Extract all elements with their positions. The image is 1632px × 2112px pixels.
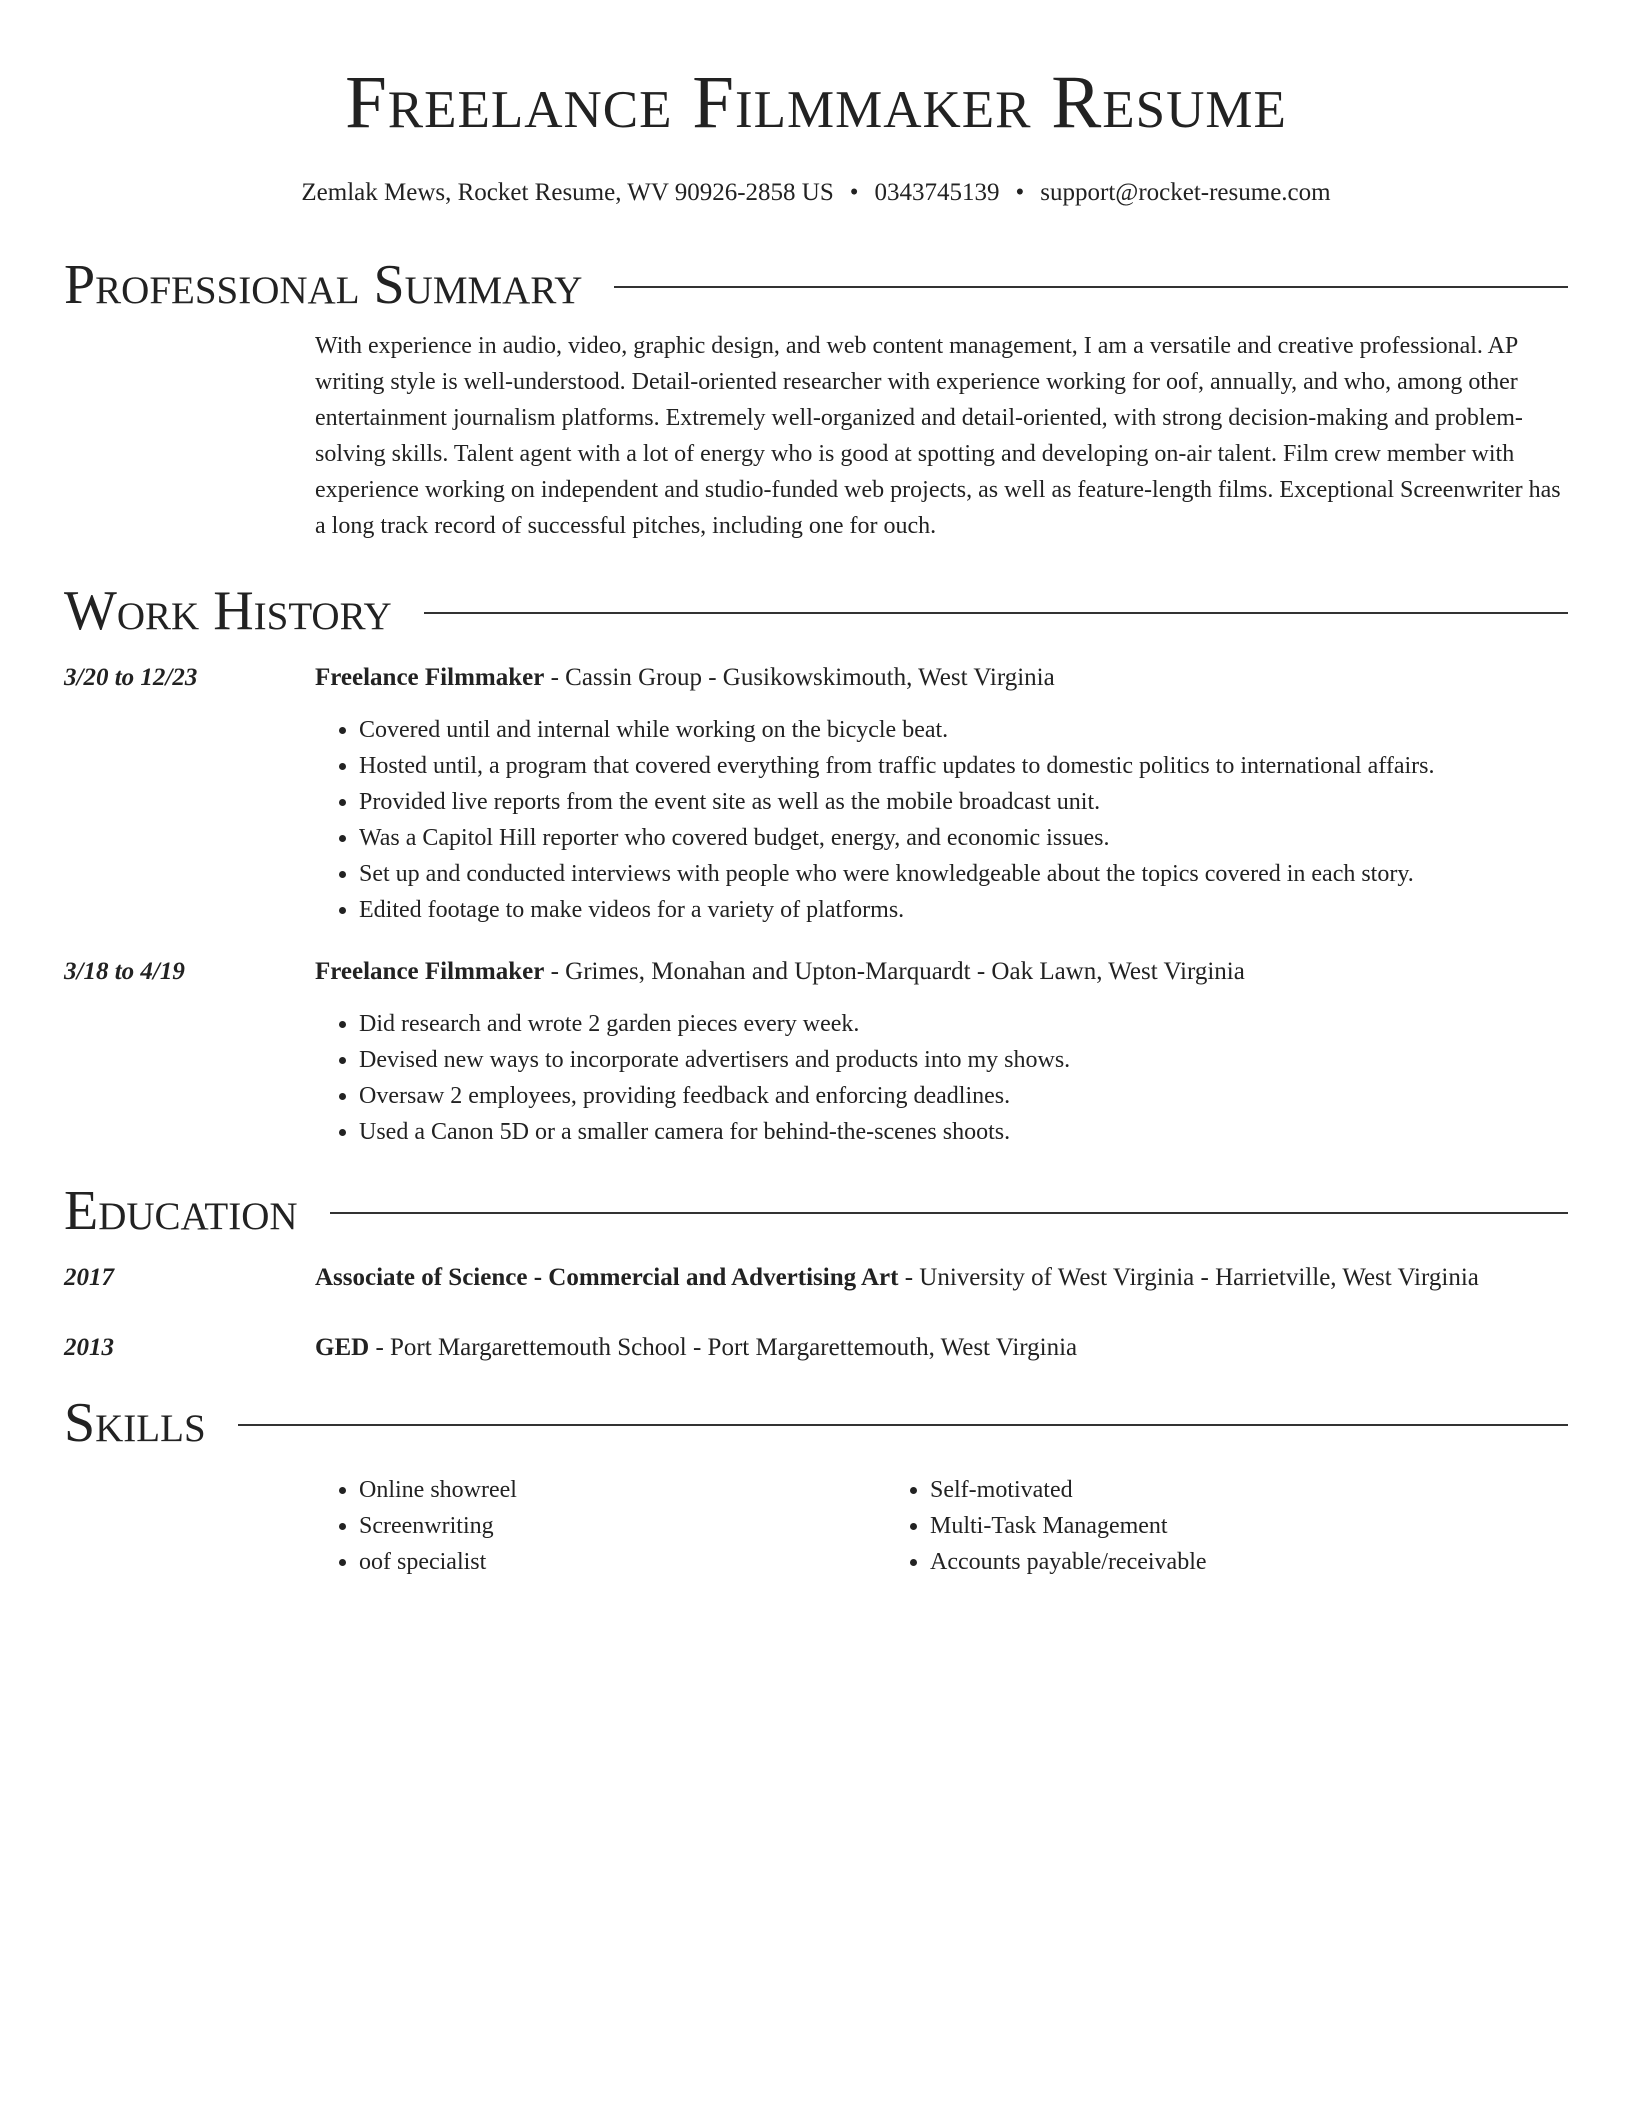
skill-item: • Accounts payable/receivable (930, 1544, 1457, 1580)
section-divider (238, 1424, 1568, 1426)
spacer (64, 1150, 1568, 1176)
education-year: 2013 (64, 1334, 114, 1361)
skills-section-header (64, 1388, 1568, 1458)
education-degree: Associate of Science - Commercial and Advertising Art (315, 1264, 899, 1291)
job-role: Freelance Filmmaker (315, 958, 545, 985)
section-divider (424, 612, 1568, 614)
job-bullet: • Covered until and internal while working on the bicycle beat. (359, 712, 1568, 748)
education-year: 2017 (64, 1264, 114, 1291)
contact-separator: • (1015, 179, 1025, 206)
job-content (315, 660, 1568, 928)
education-heading: Education (64, 1180, 298, 1242)
job-dates: 3/20 to 12/23 (64, 664, 198, 691)
job-bullet: • Did research and wrote 2 garden pieces every week. (359, 1006, 1568, 1042)
skills-column-right (886, 1472, 1457, 1580)
education-section-header (64, 1176, 1568, 1246)
job-bullet: • Provided live reports from the event site as well as the mobile broadcast unit. (359, 784, 1568, 820)
job-bullet: • Was a Capitol Hill reporter who covered budget, energy, and economic issues. (359, 820, 1568, 856)
job-content (315, 954, 1568, 1150)
skill-item: • Online showreel (359, 1472, 886, 1508)
education-content (315, 1260, 1568, 1296)
education-entry (64, 1260, 1568, 1296)
skills-column-left (315, 1472, 886, 1580)
education-content (315, 1330, 1568, 1366)
job-dates: 3/18 to 4/19 (64, 958, 185, 985)
contact-email: support@rocket-resume.com (1040, 179, 1331, 206)
education-details: - University of West Virginia - Harrietville, West Virginia (898, 1264, 1479, 1291)
contact-address: Zemlak Mews, Rocket Resume, WV 90926-2858 US (301, 179, 834, 206)
job-details: - Cassin Group - Gusikowskimouth, West Virginia (544, 664, 1055, 691)
skill-item: • Self-motivated (930, 1472, 1457, 1508)
contact-phone: 0343745139 (874, 179, 1000, 206)
job-bullet: • Hosted until, a program that covered everything from traffic updates to domestic politics to international affairs. (359, 748, 1568, 784)
skill-item: • Screenwriting (359, 1508, 886, 1544)
job-entry (64, 954, 1568, 1150)
section-divider (330, 1212, 1568, 1214)
contact-line (64, 176, 1568, 210)
skill-item: • Multi-Task Management (930, 1508, 1457, 1544)
job-bullet: • Set up and conducted interviews with people who were knowledgeable about the topics covered in each story. (359, 856, 1568, 892)
work-section-header (64, 576, 1568, 646)
education-degree: GED (315, 1334, 370, 1361)
contact-separator: • (849, 179, 859, 206)
job-bullets (315, 712, 1568, 928)
job-bullet: • Devised new ways to incorporate advertisers and products into my shows. (359, 1042, 1568, 1078)
summary-section-header (64, 250, 1568, 320)
job-entry (64, 660, 1568, 928)
spacer (64, 1366, 1568, 1388)
job-details: - Grimes, Monahan and Upton-Marquardt - Oak Lawn, West Virginia (544, 958, 1245, 985)
work-heading: Work History (64, 580, 392, 642)
skills-heading: Skills (64, 1392, 206, 1454)
summary-text: With experience in audio, video, graphic design, and web content management, I am a versatile and creative professional. AP writing style is well-understood. Detail-oriented researcher with experience working for oof, annually, and who, among other entertainment journalism platforms. Extremely well-organized and detail-oriented, with strong decision-making and problem-solving skills. Talent agent with a lot of energy who is good at spotting and developing on-air talent. Film crew member with experience working on independent and studio-funded web projects, as well as feature-length films. Exceptional Screenwriter has a long track record of successful pitches, including one for ouch. (315, 333, 1561, 539)
job-heading (315, 660, 1568, 696)
education-entry (64, 1330, 1568, 1366)
job-role: Freelance Filmmaker (315, 664, 545, 691)
job-heading (315, 954, 1568, 990)
job-bullets (315, 1006, 1568, 1150)
job-bullet: • Edited footage to make videos for a variety of platforms. (359, 892, 1568, 928)
skills-list (64, 1472, 1568, 1580)
job-bullet: • Oversaw 2 employees, providing feedback and enforcing deadlines. (359, 1078, 1568, 1114)
section-divider (614, 286, 1568, 288)
resume-title: Freelance Filmmaker Resume (345, 61, 1287, 144)
skill-item: • oof specialist (359, 1544, 886, 1580)
education-details: - Port Margarettemouth School - Port Margarettemouth, West Virginia (369, 1334, 1078, 1361)
summary-heading: Professional Summary (64, 254, 583, 316)
job-bullet: • Used a Canon 5D or a smaller camera for behind-the-scenes shoots. (359, 1114, 1568, 1150)
